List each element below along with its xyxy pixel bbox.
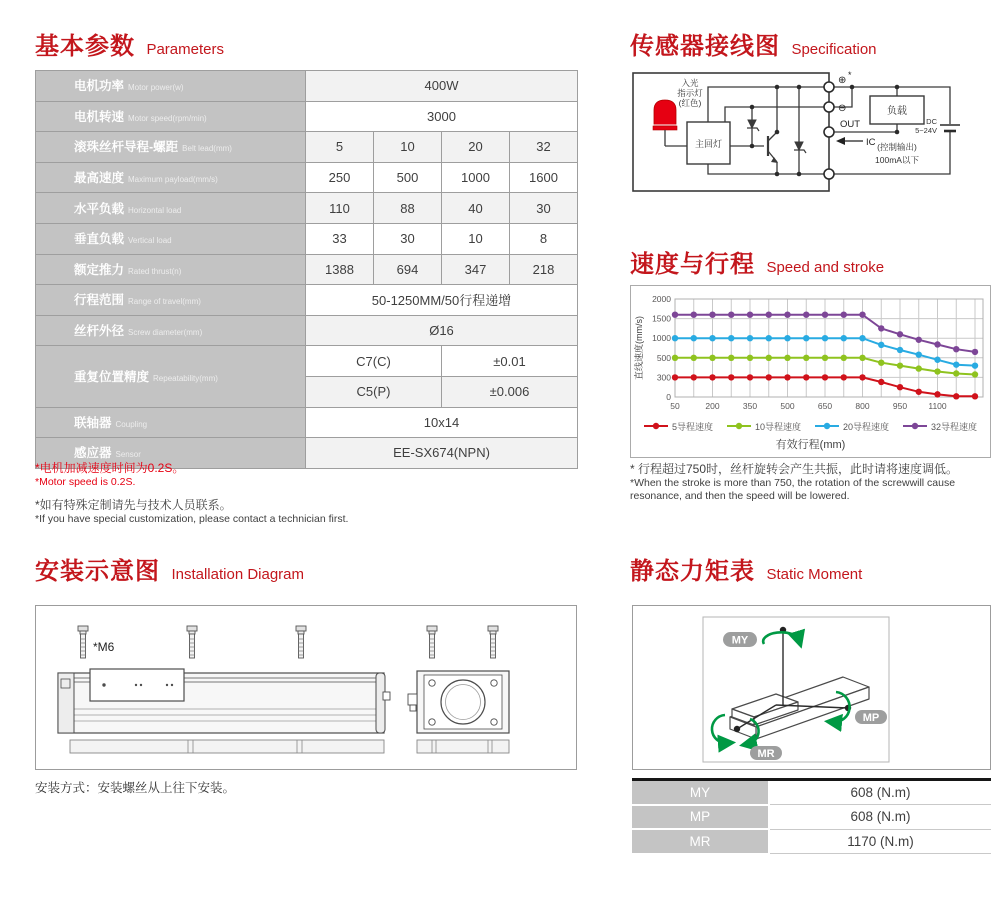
- legend-item: 5导程速度: [644, 420, 713, 433]
- param-label-cell: 丝杆外径 Screw diameter(mm): [36, 315, 306, 346]
- param-value-cell: 1000: [442, 162, 510, 193]
- moment-row-label: MY: [632, 780, 769, 805]
- moment-row-value: 608 (N.m): [769, 805, 991, 830]
- legend-item: 32导程速度: [903, 420, 977, 433]
- param-value-cell: 5: [306, 132, 374, 163]
- param-value-cell: EE-SX674(NPN): [306, 438, 578, 469]
- static-moment-table: [632, 778, 991, 855]
- moment-row-value: 1170 (N.m): [769, 829, 991, 854]
- current-limit-label: 100mA以下: [875, 155, 919, 165]
- param-value-cell: 500: [374, 162, 442, 193]
- param-value-cell: 1600: [510, 162, 578, 193]
- speed-stroke-title-cn: 速度与行程: [630, 251, 755, 278]
- sensor-wiring-diagram: [630, 70, 995, 198]
- parameters-table-wrap: [35, 70, 578, 469]
- legend-item: 10导程速度: [727, 420, 801, 433]
- svg-text:500: 500: [656, 352, 671, 363]
- note-motor-accel-cn: *电机加减速度时间为0.2S。: [35, 461, 185, 475]
- ic-arrow-head: [836, 137, 845, 145]
- ic-label: IC: [866, 137, 876, 148]
- actuator-side-view: [58, 669, 390, 733]
- moment-row-label: MR: [632, 829, 769, 854]
- minus-terminal-label: ⊖: [838, 103, 847, 114]
- parameters-notes: [35, 461, 575, 526]
- param-value-cell: 10: [442, 223, 510, 254]
- dc-range-label: 5~24V: [915, 126, 937, 135]
- param-value-cell: 250: [306, 162, 374, 193]
- param-value-cell: 3000: [306, 101, 578, 132]
- param-label-cell: 联轴器 Coupling: [36, 407, 306, 438]
- indicator-label-line3: (红色): [678, 98, 702, 108]
- param-value-cell: 20: [442, 132, 510, 163]
- param-value-cell: Ø16: [306, 315, 578, 346]
- param-label-cell: 最高速度 Maximum payload(mm/s): [36, 162, 306, 193]
- param-label-cell: 垂直负载 Vertical load: [36, 223, 306, 254]
- param-label-cell: 滚珠丝杆导程-螺距 Belt lead(mm): [36, 132, 306, 163]
- param-value-cell: 110: [306, 193, 374, 224]
- plus-terminal-label: ⊕: [838, 75, 847, 86]
- param-value-cell: ±0.006: [442, 376, 578, 407]
- note-customization-cn: *如有特殊定制请先与技术人员联系。: [35, 498, 232, 513]
- param-value-cell: 347: [442, 254, 510, 285]
- svg-text:650: 650: [817, 401, 833, 411]
- svg-text:1500: 1500: [652, 313, 671, 324]
- screw-size-label: *M6: [93, 640, 115, 654]
- param-value-cell: 1388: [306, 254, 374, 285]
- static-moment-title: [630, 551, 862, 586]
- svg-text:950: 950: [892, 401, 908, 411]
- svg-text:200: 200: [705, 401, 720, 411]
- moment-row-value: 608 (N.m): [769, 780, 991, 805]
- table-row: [36, 315, 578, 346]
- resonance-note-en: *When the stroke is more than 750, the rotation of the screwwill cause resonance, and then the speed will be lowered.: [630, 477, 956, 503]
- speed-stroke-title: [630, 244, 884, 279]
- svg-text:800: 800: [855, 401, 870, 411]
- moment-row-label: MP: [632, 805, 769, 830]
- out-label: OUT: [840, 119, 861, 130]
- static-moment-diagram: [633, 606, 990, 769]
- param-value-cell: 33: [306, 223, 374, 254]
- chart-y-axis-title: 直线速度(mm/s): [634, 316, 644, 380]
- parameters-title: [35, 26, 224, 61]
- static-moment-title-cn: 静态力矩表: [630, 558, 755, 585]
- parameters-title-cn: 基本参数: [35, 33, 135, 60]
- param-value-cell: ±0.01: [442, 346, 578, 377]
- param-value-cell: 400W: [306, 71, 578, 102]
- indicator-label-line1: 入光: [681, 78, 699, 88]
- installation-title: [35, 551, 304, 586]
- param-value-cell: C7(C): [306, 346, 442, 377]
- param-label-cell: 行程范围 Range of travel(mm): [36, 285, 306, 316]
- table-row: [36, 71, 578, 102]
- param-label-cell: 额定推力 Rated thrust(n): [36, 254, 306, 285]
- param-value-cell: 8: [510, 223, 578, 254]
- param-value-cell: 694: [374, 254, 442, 285]
- param-value-cell: 10x14: [306, 407, 578, 438]
- param-label-cell: 感应器 Sensor: [36, 438, 306, 469]
- wiring-title: [630, 26, 877, 61]
- chart-x-axis-title: 有效行程(mm): [775, 439, 846, 451]
- resonance-note-cn: * 行程超过750时，丝杆旋转会产生共振，此时请将速度调低。: [630, 462, 959, 476]
- table-row: [36, 285, 578, 316]
- table-row: [632, 805, 991, 830]
- param-value-cell: 10: [374, 132, 442, 163]
- battery-icon: [940, 125, 960, 131]
- installation-title-en: Installation Diagram: [171, 566, 305, 583]
- installation-diagram-frame: [35, 605, 577, 770]
- param-value-cell: 30: [510, 193, 578, 224]
- badge-my: MY: [731, 634, 749, 647]
- speed-stroke-chart: [631, 291, 990, 413]
- param-value-cell: 32: [510, 132, 578, 163]
- base-plates: [70, 740, 509, 753]
- svg-text:300: 300: [656, 372, 671, 383]
- param-value-cell: 88: [374, 193, 442, 224]
- param-value-cell: C5(P): [306, 376, 442, 407]
- svg-text:350: 350: [742, 401, 758, 411]
- svg-text:2000: 2000: [652, 294, 671, 304]
- badge-mp: MP: [862, 712, 880, 724]
- table-row: [36, 407, 578, 438]
- table-row: [36, 162, 578, 193]
- param-label-cell: 电机功率 Motor power(w): [36, 71, 306, 102]
- table-row: [36, 101, 578, 132]
- table-row: [36, 193, 578, 224]
- installation-diagram: [36, 606, 576, 769]
- led-icon: [653, 100, 677, 130]
- indicator-label-line2: 指示灯: [677, 88, 703, 98]
- table-row: [36, 346, 578, 377]
- svg-text:500: 500: [780, 401, 795, 411]
- table-row: [36, 254, 578, 285]
- speed-stroke-notes: [630, 462, 982, 503]
- param-value-cell: 30: [374, 223, 442, 254]
- static-moment-frame: [632, 605, 991, 770]
- param-value-cell: 50-1250MM/50行程递增: [306, 285, 578, 316]
- svg-text:1000: 1000: [652, 333, 671, 344]
- svg-text:50: 50: [670, 401, 680, 411]
- param-label-cell: 重复位置精度 Repeatability(mm): [36, 346, 306, 407]
- parameters-table: [35, 70, 578, 469]
- wiring-title-cn: 传感器接线图: [630, 33, 780, 60]
- installation-title-cn: 安装示意图: [35, 558, 160, 585]
- svg-text:1100: 1100: [928, 401, 947, 411]
- actuator-end-view: [408, 671, 509, 733]
- table-row: [36, 132, 578, 163]
- main-circuit-label: 主回灯: [694, 139, 723, 149]
- plus-asterisk: *: [848, 70, 852, 80]
- installation-caption: 安装方式：安装螺丝从上往下安装。: [35, 781, 236, 795]
- note-customization-en: *If you have special customization, please contact a technician first.: [35, 513, 349, 526]
- chart-legend: [631, 418, 990, 434]
- wiring-title-en: Specification: [791, 41, 877, 58]
- mounting-bolts: [78, 626, 498, 658]
- table-row: [632, 780, 991, 805]
- note-motor-accel-en: *Motor speed is 0.2S.: [35, 476, 136, 488]
- badge-mr: MR: [757, 748, 775, 760]
- table-row: [36, 223, 578, 254]
- dc-label: DC: [926, 117, 937, 126]
- legend-item: 20导程速度: [815, 420, 889, 433]
- param-label-cell: 水平负载 Horizontal load: [36, 193, 306, 224]
- param-label-cell: 电机转速 Motor speed(rpm/min): [36, 101, 306, 132]
- speed-stroke-chart-panel: [630, 285, 991, 458]
- static-moment-title-en: Static Moment: [766, 566, 863, 583]
- parameters-title-en: Parameters: [146, 41, 224, 58]
- speed-stroke-title-en: Speed and stroke: [766, 259, 885, 276]
- table-row: [632, 829, 991, 854]
- param-value-cell: 40: [442, 193, 510, 224]
- svg-text:0: 0: [666, 392, 671, 402]
- param-value-cell: 218: [510, 254, 578, 285]
- control-output-label: (控制输出): [877, 142, 917, 152]
- load-label: 负载: [887, 106, 907, 117]
